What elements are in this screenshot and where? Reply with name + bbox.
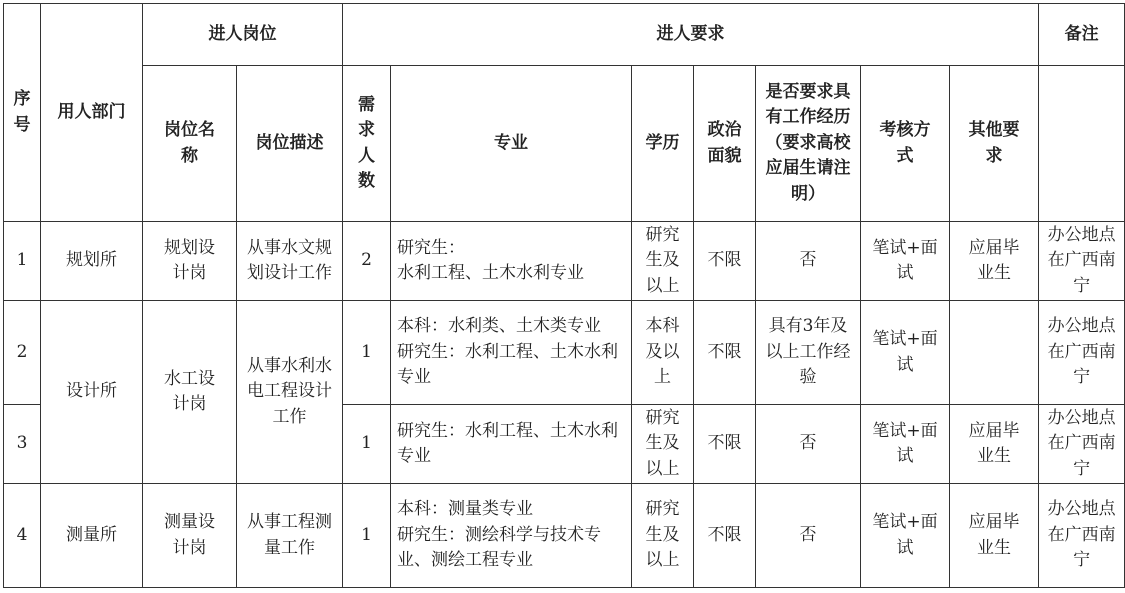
cell-work-exp: 具有3年及以上工作经验 xyxy=(756,301,861,405)
cell-other: 应届毕业生 xyxy=(950,405,1039,484)
cell-major xyxy=(391,301,632,405)
header-post-desc: 岗位描述 xyxy=(237,66,343,222)
table-row xyxy=(4,484,1125,588)
cell-politic: 不限 xyxy=(694,301,756,405)
cell-major xyxy=(391,222,632,301)
cell-edu: 研究生及以上 xyxy=(632,484,694,588)
header-politic: 政治面貌 xyxy=(694,66,756,222)
cell-post-desc: 从事水利水电工程设计工作 xyxy=(237,301,343,484)
header-post-name: 岗位名称 xyxy=(143,66,237,222)
cell-work-exp: 否 xyxy=(756,405,861,484)
cell-work-exp: 否 xyxy=(756,484,861,588)
header-post-group: 进人岗位 xyxy=(143,4,343,66)
major-text: 本科：水利类、土木类专业 研究生：水利工程、土木水利专业 xyxy=(397,316,618,388)
cell-post-name: 水工设计岗 xyxy=(143,301,237,484)
cell-other: 应届毕业生 xyxy=(950,222,1039,301)
header-count: 需求人数 xyxy=(343,66,391,222)
cell-count: 1 xyxy=(343,301,391,405)
cell-politic: 不限 xyxy=(694,484,756,588)
cell-post-name: 规划设计岗 xyxy=(143,222,237,301)
cell-assess: 笔试+面试 xyxy=(861,405,950,484)
cell-politic: 不限 xyxy=(694,222,756,301)
cell-other xyxy=(950,301,1039,405)
major-text: 研究生：水利工程、土木水利专业 xyxy=(397,420,618,466)
cell-remark: 办公地点在广西南宁 xyxy=(1039,405,1125,484)
cell-seq: 3 xyxy=(4,405,41,484)
cell-dept: 设计所 xyxy=(41,301,143,484)
header-major: 专业 xyxy=(391,66,632,222)
cell-assess: 笔试+面试 xyxy=(861,301,950,405)
cell-count: 2 xyxy=(343,222,391,301)
cell-edu: 研究生及以上 xyxy=(632,222,694,301)
header-seq: 序号 xyxy=(4,4,41,222)
cell-politic: 不限 xyxy=(694,405,756,484)
cell-other: 应届毕业生 xyxy=(950,484,1039,588)
header-row-2 xyxy=(4,66,1125,222)
cell-count: 1 xyxy=(343,405,391,484)
cell-seq: 2 xyxy=(4,301,41,405)
header-work-exp: 是否要求具有工作经历（要求高校应届生请注明） xyxy=(756,66,861,222)
cell-remark: 办公地点在广西南宁 xyxy=(1039,222,1125,301)
cell-major xyxy=(391,484,632,588)
table-row xyxy=(4,301,1125,405)
header-remark-empty xyxy=(1039,66,1125,222)
header-remark: 备注 xyxy=(1039,4,1125,66)
cell-post-desc: 从事水文规划设计工作 xyxy=(237,222,343,301)
header-dept: 用人部门 xyxy=(41,4,143,222)
major-text: 研究生： 水利工程、土木水利专业 xyxy=(397,237,584,283)
cell-major xyxy=(391,405,632,484)
cell-seq: 1 xyxy=(4,222,41,301)
cell-assess: 笔试+面试 xyxy=(861,484,950,588)
cell-work-exp: 否 xyxy=(756,222,861,301)
cell-count: 1 xyxy=(343,484,391,588)
cell-remark: 办公地点在广西南宁 xyxy=(1039,484,1125,588)
cell-assess: 笔试+面试 xyxy=(861,222,950,301)
cell-edu: 本科及以上 xyxy=(632,301,694,405)
cell-dept: 测量所 xyxy=(41,484,143,588)
cell-post-desc: 从事工程测量工作 xyxy=(237,484,343,588)
table-row xyxy=(4,222,1125,301)
cell-post-name: 测量设计岗 xyxy=(143,484,237,588)
recruitment-table xyxy=(3,3,1125,588)
cell-edu: 研究生及以上 xyxy=(632,405,694,484)
cell-remark: 办公地点在广西南宁 xyxy=(1039,301,1125,405)
cell-seq: 4 xyxy=(4,484,41,588)
header-edu: 学历 xyxy=(632,66,694,222)
header-assess: 考核方式 xyxy=(861,66,950,222)
header-other: 其他要求 xyxy=(950,66,1039,222)
major-text: 本科：测量类专业 研究生：测绘科学与技术专业、测绘工程专业 xyxy=(397,499,601,571)
header-req-group: 进人要求 xyxy=(343,4,1039,66)
cell-dept: 规划所 xyxy=(41,222,143,301)
header-row-1 xyxy=(4,4,1125,66)
